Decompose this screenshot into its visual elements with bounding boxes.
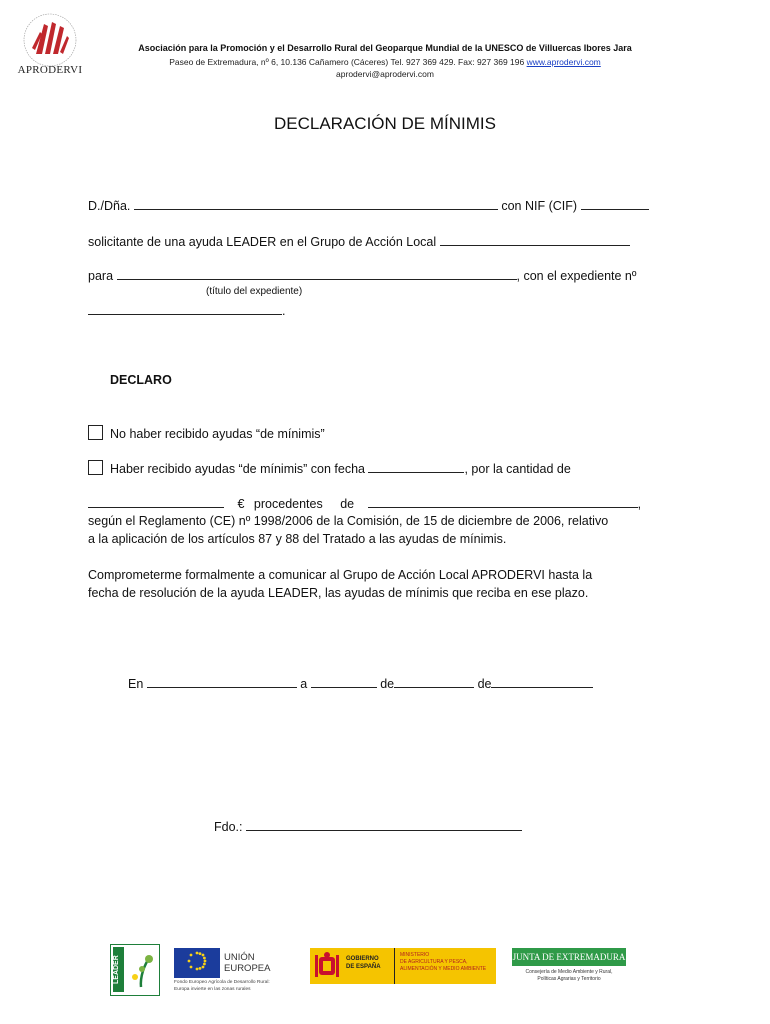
document-title: DECLARACIÓN DE MÍNIMIS [274,114,496,133]
group-text: solicitante de una ayuda LEADER en el Grupo de Acción Local [88,235,437,249]
project-caption: (título del expediente) [206,286,303,297]
place-field[interactable] [147,675,297,688]
en-label: En [128,677,144,691]
regulation-line-1: según el Reglamento (CE) nº 1998/2006 de la Comisión, de 15 de diciembre de 2006, relativo [88,514,609,528]
leader-plant-icon [126,951,156,989]
junta-title: JUNTA DE EXTREMADURA [512,948,626,966]
ministerio-line-3: ALIMENTACIÓN Y MEDIO AMBIENTE [400,966,487,972]
expediente-field[interactable] [88,302,282,315]
aid-date-field[interactable] [368,460,464,473]
nif-field[interactable] [581,197,649,210]
leader-text: LEADER [113,947,124,992]
eu-subtitle-1: Fondo Europeo Agrícola de Desarrollo Rural: [174,980,270,985]
applicant-name-field[interactable] [134,197,498,210]
no-aid-label: No haber recibido ayudas “de mínimis” [110,427,325,441]
eu-subtitle-2: Europa invierte en las zonas rurales [174,987,251,992]
junta-subtitle-1: Consejería de Medio Ambiente y Rural, [525,969,613,975]
de-label-2: de [477,677,492,691]
origin-field[interactable] [368,495,638,508]
option-aid-received [88,460,571,476]
signature-label: Fdo.: [214,820,243,834]
project-line [88,267,636,283]
year-field[interactable] [491,675,593,688]
project-prefix: para [88,269,114,283]
signature-line [214,818,522,834]
de-text: de [340,497,355,511]
euro-symbol: € [237,497,245,511]
declaro-heading: DECLARO [110,373,172,387]
commitment-text [88,566,668,602]
procedentes-text: procedentes [253,497,323,511]
amount-line [88,495,660,511]
applicant-line [88,197,649,213]
eu-flag-icon [174,948,220,978]
expediente-line [88,302,285,318]
gobierno-text [346,955,381,971]
a-label: a [300,677,308,691]
option-no-aid [88,425,325,441]
junta-subtitle [512,969,626,983]
ministerio-text [400,952,486,973]
signature-field[interactable] [246,818,522,831]
junta-extremadura-logo [512,948,628,992]
gobierno-line-2: DE ESPAÑA [346,964,381,970]
expediente-label: , con el expediente nº [516,269,637,283]
group-field[interactable] [440,233,630,246]
org-name: Asociación para la Promoción y el Desarrollo Rural del Geoparque Mundial de la UNESCO de Villuercas Ibores Jara [138,43,632,53]
coat-of-arms-icon [314,951,340,981]
org-email: aprodervi@aprodervi.com [336,69,434,79]
regulation-text [88,512,668,548]
place-date-line [128,675,593,691]
amount-field[interactable] [88,495,224,508]
eu-logo [174,948,294,998]
day-field[interactable] [311,675,377,688]
applicant-prefix: D./Dña. [88,199,131,213]
amount-comma: , [637,497,642,511]
commitment-line-2: fecha de resolución de la ayuda LEADER, las ayudas de mínimis que reciba en ese plazo. [88,586,589,600]
regulation-line-2: a la aplicación de los artículos 87 y 88 del Tratado a las ayudas de mínimis. [88,532,507,546]
project-title-field[interactable] [117,267,517,280]
gobierno-line-1: GOBIERNO [346,956,379,962]
address-text: Paseo de Extremadura, nº 6, 10.136 Cañamero (Cáceres) Tel. 927 369 429. Fax: 927 369 196 [169,57,525,67]
ministerio-line-1: MINISTERIO [400,952,430,958]
aid-received-label: Haber recibido ayudas “de mínimis” con fecha [110,462,365,476]
month-field[interactable] [394,675,474,688]
de-label-1: de [380,677,395,691]
junta-subtitle-2: Políticas Agrarias y Territorio [537,976,601,982]
leader-logo [110,944,160,996]
aid-received-checkbox[interactable] [88,460,103,475]
logo-divider [394,948,395,984]
group-line [88,233,630,249]
logo-text: APRODERVI [17,64,83,76]
website-link[interactable]: www.aprodervi.com [526,57,601,67]
gobierno-espana-logo [310,948,496,984]
nif-label: con NIF (CIF) [501,199,578,213]
commitment-line-1: Comprometerme formalmente a comunicar al Grupo de Acción Local APRODERVI hasta la [88,568,593,582]
org-address [100,57,670,67]
expediente-end: . [282,304,286,318]
eu-title: UNIÓN EUROPEA [224,952,271,974]
amount-label: , por la cantidad de [464,462,571,476]
no-aid-checkbox[interactable] [88,425,103,440]
ministerio-line-2: DE AGRICULTURA Y PESCA, [400,959,468,965]
